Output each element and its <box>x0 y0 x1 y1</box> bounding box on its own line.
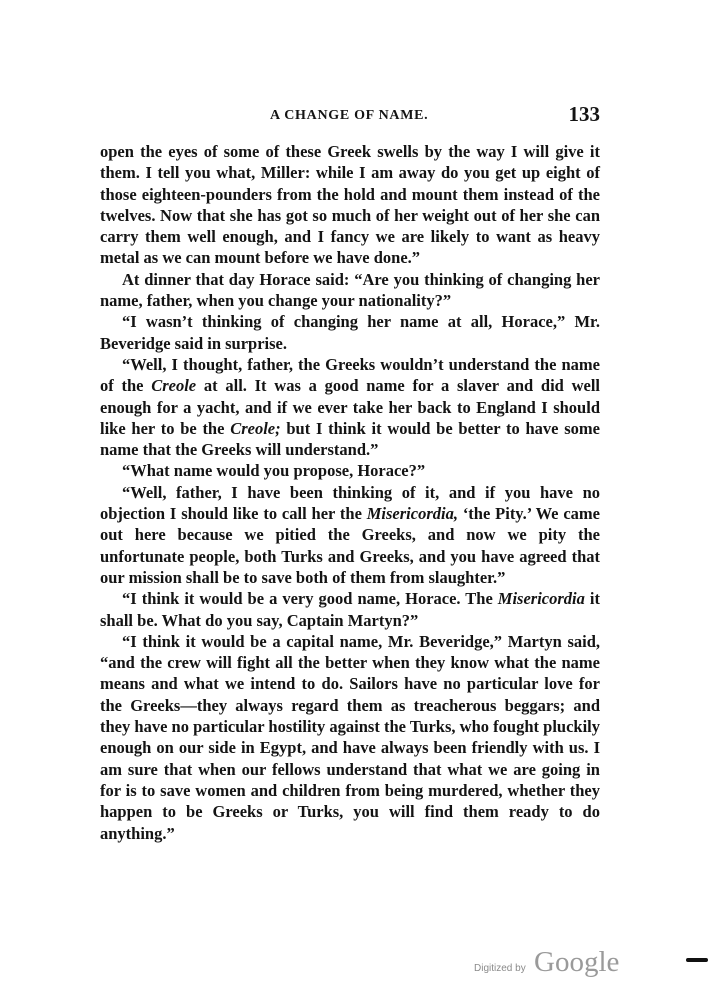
ship-name-italic: Misericordia, <box>366 504 458 524</box>
text-segment: “Well, I thought, father, the Greeks wouldn’t understand the name of the <box>100 354 600 396</box>
text-segment: but I think it would be better to have some name that the Greeks will understand.” <box>100 418 601 460</box>
paragraph <box>100 588 600 631</box>
text-segment: “I think it would be a very good name, Horace. The <box>122 589 498 609</box>
paragraph <box>100 311 600 354</box>
text-segment: “I wasn’t thinking of changing her name at all, Horace,” Mr. Beveridge said in surprise. <box>100 312 600 353</box>
paragraph <box>100 141 600 269</box>
text-segment: ‘the Pity.’ We came out here because we pitied the Greeks, and now we pity the unfortunate people, both Turks and Greeks, and you have agreed that our mission shall be to save both of them from slaughter.” <box>100 504 600 587</box>
text-segment: “Well, father, I have been thinking of it, and if you have no objection I should like to call her the <box>100 482 600 524</box>
text-segment: At dinner that day Horace said: “Are you thinking of changing her name, father, when you change your nationality?” <box>100 269 600 311</box>
running-head <box>100 104 600 134</box>
paragraph <box>100 482 600 588</box>
scan-edge-mark <box>686 958 708 962</box>
text-segment: “What name would you propose, Horace?” <box>122 461 426 481</box>
paragraph <box>100 354 600 460</box>
ship-name-italic: Creole; <box>230 418 281 438</box>
page-number: 133 <box>568 102 600 126</box>
body-text <box>100 141 600 844</box>
watermark-prefix: Digitized by <box>474 963 526 974</box>
ship-name-italic: Misericordia <box>497 589 585 609</box>
text-segment: “I think it would be a capital name, Mr. Beveridge,” Martyn said, “and the crew will fight all the better when they know what the name means and what we intend to do. Sailors have no particular love for the Greeks—they always regard them as treacherous beggars; and they have no particular hostility against the Turks, who fought pluckily enough on our side in Egypt, and have always been friendly with us. I am sure that when our fellows understand that what we are going in for is to save women and children from being murdered, whether they happen to be Greeks or Turks, you will find them ready to do anything.” <box>100 631 600 843</box>
paragraph <box>100 631 600 844</box>
paragraph <box>100 269 600 312</box>
text-segment: open the eyes of some of these Greek swells by the way I will give it them. I tell you what, Miller: while I am away do you get up eight of those eighteen-pounders from the hold and mount them instead of the twelves. Now that she has got so much of her weight out of her she can carry them well enough, and I fancy we are likely to want as heavy metal as we can mount before we have done.” <box>100 142 600 268</box>
text-segment: it shall be. What do you say, Captain Martyn?” <box>100 589 600 630</box>
text-segment: at all. It was a good name for a slaver and did well enough for a yacht, and if we ever take her back to England I should like her to be the <box>100 376 600 438</box>
paragraph <box>100 460 600 481</box>
google-logo: Google <box>534 946 620 978</box>
ship-name-italic: Creole <box>151 376 197 396</box>
chapter-running-title: A CHANGE OF NAME. <box>270 108 429 123</box>
